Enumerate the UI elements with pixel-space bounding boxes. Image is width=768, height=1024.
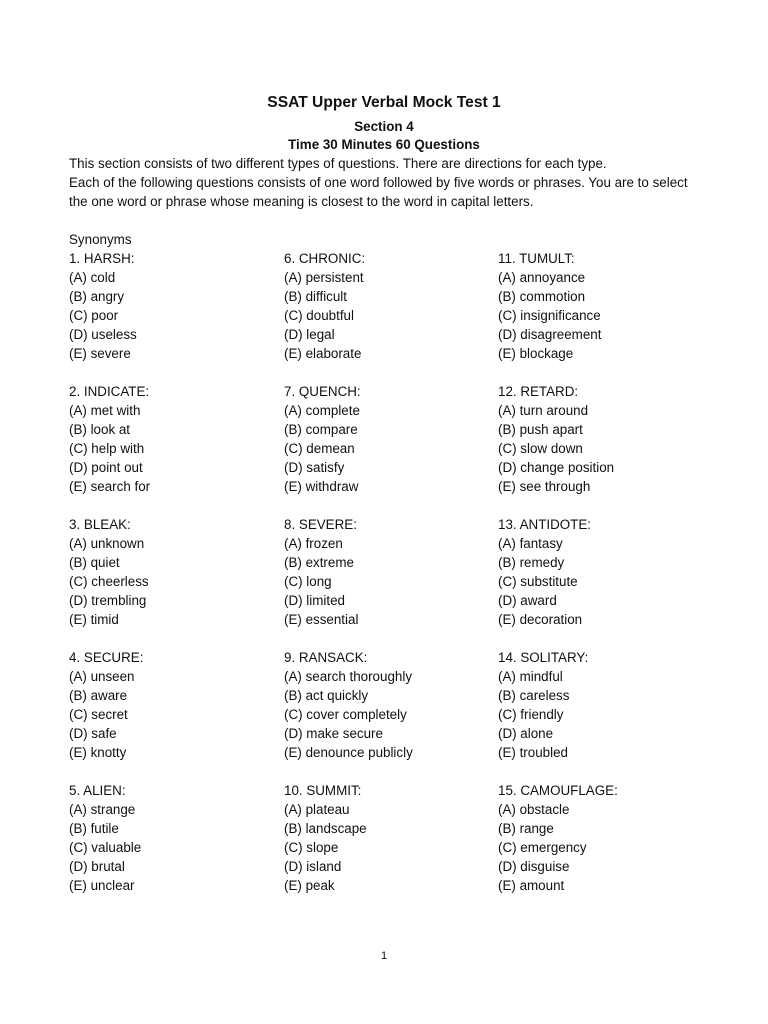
answer-option: (C) valuable [69,840,142,855]
answer-option: (B) futile [69,821,119,836]
answer-option: (E) denounce publicly [284,745,413,760]
answer-option: (D) point out [69,460,143,475]
answer-option: (E) timid [69,612,119,627]
answer-option: (A) search thoroughly [284,669,413,684]
answer-option: (B) extreme [284,555,354,570]
intro-line-2: Each of the following questions consists of one word followed by five words or phrases. You are to select [69,175,688,190]
page-title: SSAT Upper Verbal Mock Test 1 [267,94,501,111]
answer-option: (C) poor [69,308,119,323]
question-stem: 12. RETARD: [498,384,579,399]
question-item [69,781,279,895]
question-item [69,249,279,363]
answer-option: (B) careless [498,688,570,703]
answer-option: (C) demean [284,441,355,456]
answer-option: (D) brutal [69,859,125,874]
question-stem: 15. CAMOUFLAGE: [498,783,618,798]
answer-option: (B) aware [69,688,128,703]
answer-option: (C) insignificance [498,308,601,323]
answer-option: (B) look at [69,422,131,437]
question-item [284,249,494,363]
answer-option: (C) long [284,574,332,589]
question-column-2 [284,249,494,914]
question-item [284,382,494,496]
answer-option: (E) peak [284,878,335,893]
answer-option: (D) legal [284,327,335,342]
answer-option: (B) angry [69,289,125,304]
question-column-3 [498,249,708,914]
question-item [498,249,708,363]
answer-option: (C) doubtful [284,308,354,323]
answer-option: (D) award [498,593,557,608]
section-heading: Section 4 [354,119,414,134]
answer-option: (E) knotty [69,745,127,760]
answer-option: (A) strange [69,802,136,817]
answer-option: (B) remedy [498,555,565,570]
answer-option: (C) cover completely [284,707,407,722]
answer-option: (E) unclear [69,878,135,893]
answer-option: (D) disguise [498,859,570,874]
answer-option: (D) useless [69,327,137,342]
answer-option: (A) persistent [284,270,364,285]
answer-option: (A) fantasy [498,536,563,551]
answer-option: (E) severe [69,346,131,361]
answer-option: (C) help with [69,441,145,456]
answer-option: (B) act quickly [284,688,369,703]
question-stem: 10. SUMMIT: [284,783,362,798]
time-heading: Time 30 Minutes 60 Questions [288,137,480,152]
question-stem: 1. HARSH: [69,251,135,266]
answer-option: (A) cold [69,270,116,285]
intro-line-1: This section consists of two different types of questions. There are directions for each type. [69,156,607,171]
answer-option: (A) obstacle [498,802,570,817]
question-item [284,781,494,895]
answer-option: (D) make secure [284,726,383,741]
answer-option: (A) unknown [69,536,145,551]
answer-option: (B) difficult [284,289,348,304]
answer-option: (D) trembling [69,593,147,608]
answer-option: (D) limited [284,593,346,608]
answer-option: (E) see through [498,479,591,494]
question-stem: 14. SOLITARY: [498,650,589,665]
question-item [498,781,708,895]
answer-option: (A) complete [284,403,360,418]
answer-option: (A) met with [69,403,141,418]
answer-option: (A) unseen [69,669,135,684]
intro-line-3: the one word or phrase whose meaning is closest to the word in capital letters. [69,194,534,209]
question-stem: 2. INDICATE: [69,384,150,399]
question-stem: 9. RANSACK: [284,650,368,665]
question-stem: 11. TUMULT: [498,251,575,266]
answer-option: (C) slope [284,840,339,855]
answer-option: (B) range [498,821,554,836]
question-item [69,648,279,762]
question-stem: 13. ANTIDOTE: [498,517,592,532]
question-stem: 5. ALIEN: [69,783,126,798]
question-stem: 8. SEVERE: [284,517,357,532]
answer-option: (E) withdraw [284,479,359,494]
answer-option: (D) disagreement [498,327,602,342]
answer-option: (B) compare [284,422,358,437]
page-number: 1 [380,950,388,962]
section-label: Synonyms [69,232,132,247]
question-column-1 [69,249,279,914]
question-stem: 3. BLEAK: [69,517,131,532]
answer-option: (D) satisfy [284,460,345,475]
answer-option: (B) quiet [69,555,120,570]
answer-option: (A) turn around [498,403,589,418]
question-item [498,648,708,762]
question-item [498,382,708,496]
question-stem: 4. SECURE: [69,650,144,665]
answer-option: (D) alone [498,726,554,741]
answer-option: (D) change position [498,460,615,475]
answer-option: (C) secret [69,707,128,722]
answer-option: (C) substitute [498,574,578,589]
answer-option: (E) blockage [498,346,574,361]
question-stem: 6. CHRONIC: [284,251,366,266]
answer-option: (C) friendly [498,707,564,722]
answer-option: (D) island [284,859,342,874]
answer-option: (C) cheerless [69,574,149,589]
question-item [498,515,708,629]
question-item [69,382,279,496]
answer-option: (E) essential [284,612,359,627]
answer-option: (E) search for [69,479,151,494]
answer-option: (D) safe [69,726,117,741]
answer-option: (C) slow down [498,441,583,456]
answer-option: (E) amount [498,878,565,893]
question-item [69,515,279,629]
answer-option: (A) mindful [498,669,563,684]
answer-option: (A) annoyance [498,270,586,285]
question-item [284,648,494,762]
question-stem: 7. QUENCH: [284,384,361,399]
answer-option: (B) commotion [498,289,586,304]
answer-option: (E) elaborate [284,346,362,361]
answer-option: (C) emergency [498,840,587,855]
answer-option: (B) landscape [284,821,367,836]
answer-option: (A) frozen [284,536,343,551]
answer-option: (E) troubled [498,745,568,760]
answer-option: (E) decoration [498,612,583,627]
question-item [284,515,494,629]
answer-option: (A) plateau [284,802,350,817]
answer-option: (B) push apart [498,422,583,437]
